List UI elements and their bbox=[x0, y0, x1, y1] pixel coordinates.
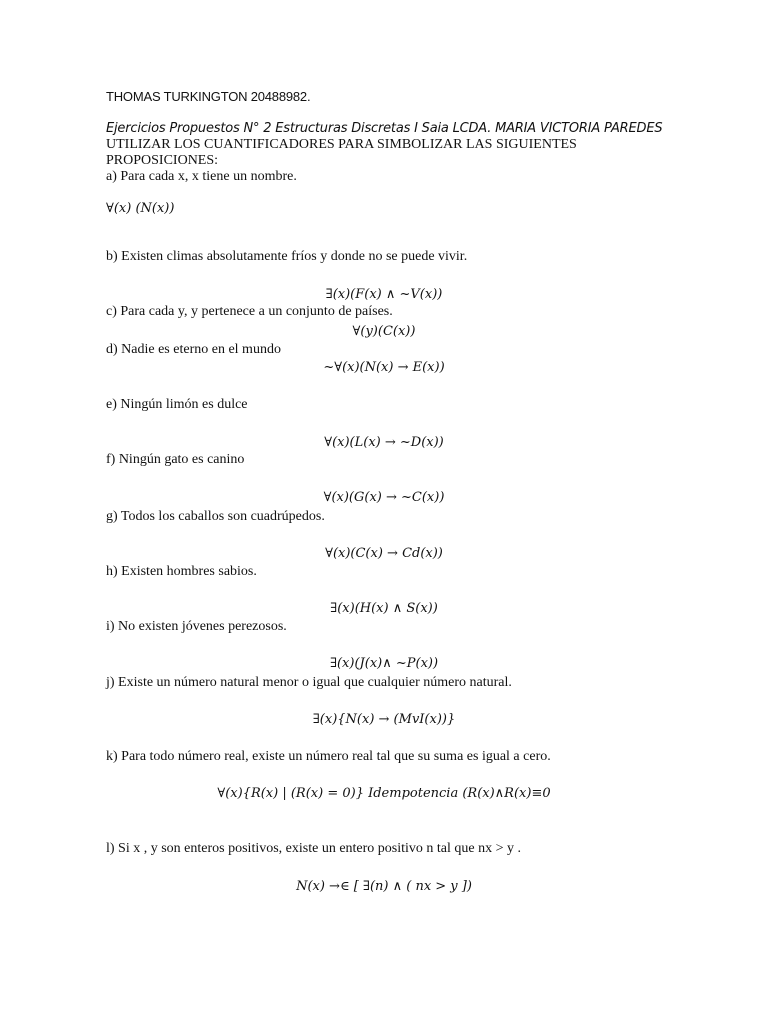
exercise-j-statement: j) Existe un número natural menor o igual que cualquier número natural. bbox=[106, 675, 512, 690]
exercise-f-statement: f) Ningún gato es canino bbox=[106, 452, 245, 467]
exercise-i-formula: ∃(𝑥)(𝐽(𝑥)∧ ~𝑃(𝑥)) bbox=[329, 656, 439, 671]
author-line: THOMAS TURKINGTON 20488982. bbox=[106, 89, 311, 104]
exercise-d-statement: d) Nadie es eterno en el mundo bbox=[106, 342, 281, 357]
exercise-k-formula: ∀(𝑥){𝑅(𝑥) | (𝑅(x) = 0)} Idempotencia (R(x)∧R(x)≡0 bbox=[217, 786, 551, 801]
exercise-j-formula: ∃(𝑥){N(x) → (𝑀𝑣𝐼(𝑥))} bbox=[312, 712, 456, 727]
exercise-h-statement: h) Existen hombres sabios. bbox=[106, 564, 257, 579]
exercise-i-statement: i) No existen jóvenes perezosos. bbox=[106, 619, 287, 634]
exercise-k-statement: k) Para todo número real, existe un número real tal que su suma es igual a cero. bbox=[106, 749, 551, 764]
exercise-c-formula: ∀(𝑦)(𝐶(𝑥)) bbox=[352, 324, 416, 339]
exercise-f-formula: ∀(𝑥)(𝐺(𝑥) → ~𝐶(𝑥)) bbox=[323, 490, 445, 505]
exercise-g-formula: ∀(𝑥)(𝐶(𝑥) → 𝐶𝑑(𝑥)) bbox=[325, 546, 443, 561]
instruction-heading-line2: PROPOSICIONES: bbox=[106, 153, 219, 168]
instruction-heading-line1: UTILIZAR LOS CUANTIFICADORES PARA SIMBOLIZAR LAS SIGUIENTES bbox=[106, 137, 577, 152]
exercise-g-statement: g) Todos los caballos son cuadrúpedos. bbox=[106, 509, 325, 524]
exercise-b-statement: b) Existen climas absolutamente fríos y donde no se puede vivir. bbox=[106, 249, 468, 264]
exercise-e-statement: e) Ningún limón es dulce bbox=[106, 397, 248, 412]
exercise-c-statement: c) Para cada y, y pertenece a un conjunto de países. bbox=[106, 304, 393, 319]
exercise-l-formula: 𝑁(𝑥) →∈ [ ∃(𝑛) ∧ ( 𝑛𝑥 > 𝑦 ]) bbox=[296, 879, 472, 894]
exercise-l-statement: l) Si x , y son enteros positivos, existe un entero positivo n tal que nx > y . bbox=[106, 841, 522, 856]
course-subtitle: Ejercicios Propuestos N° 2 Estructuras Discretas I Saia LCDA. MARIA VICTORIA PAREDES bbox=[106, 121, 663, 136]
exercise-d-formula: ~∀(x)(𝑁(𝑥) → 𝐸(𝑥)) bbox=[323, 360, 445, 375]
exercise-e-formula: ∀(𝑥)(𝐿(𝑥) → ~𝐷(𝑥)) bbox=[324, 435, 444, 450]
exercise-h-formula: ∃(𝑥)(𝐻(𝑥) ∧ 𝑆(𝑥)) bbox=[330, 601, 438, 616]
exercise-a-formula: ∀(𝑥) (𝑁(𝑥)) bbox=[106, 201, 175, 216]
exercise-b-formula: ∃(𝑥)(𝐹(𝑥) ∧ ~𝑉(𝑥)) bbox=[325, 287, 443, 302]
exercise-a-statement: a) Para cada x, x tiene un nombre. bbox=[106, 169, 297, 184]
